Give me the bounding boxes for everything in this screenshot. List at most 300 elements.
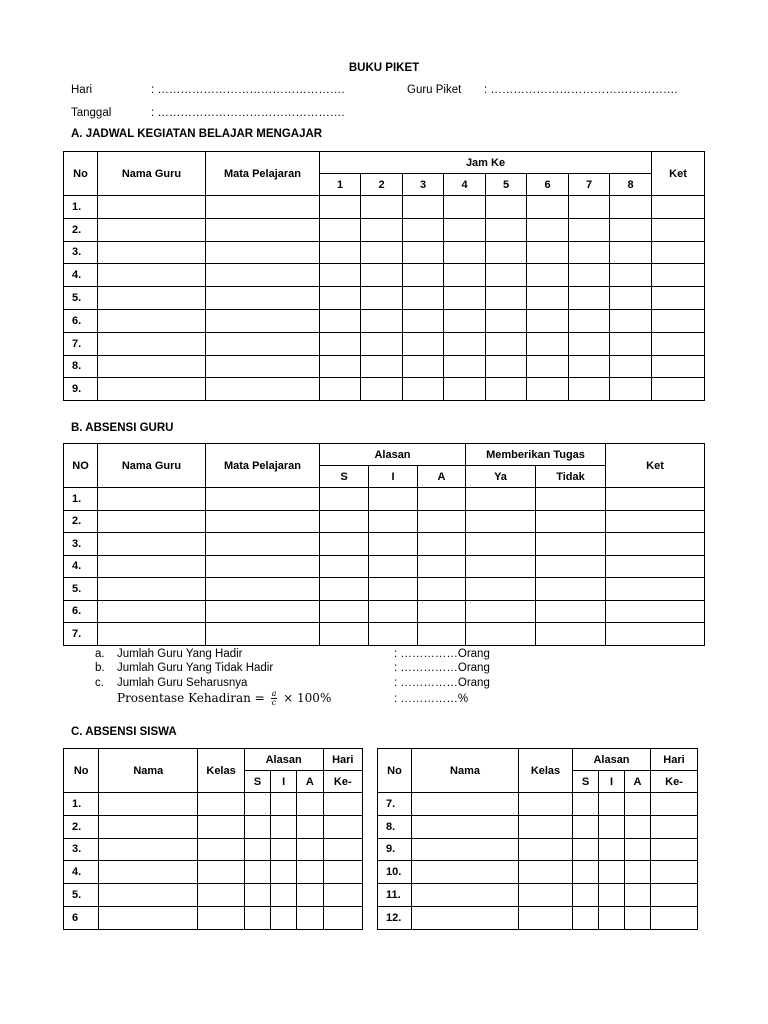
table-cell[interactable] [320,623,369,646]
table-cell[interactable] [244,884,270,907]
row-number: 10. [378,861,412,884]
table-cell[interactable] [320,488,369,511]
table-cell[interactable] [403,218,444,241]
table-cell[interactable] [412,906,519,929]
col-header-ya: Ya [466,466,536,488]
table-cell[interactable] [573,906,599,929]
table-cell[interactable] [610,218,652,241]
section-a-title: A. JADWAL KEGIATAN BELAJAR MENGAJAR [71,128,323,140]
table-cell[interactable] [486,196,527,219]
table-cell[interactable] [569,287,610,310]
table-cell[interactable] [206,555,320,578]
table-cell[interactable] [652,196,705,219]
row-number: 7. [64,332,98,355]
table-cell[interactable] [412,861,519,884]
table-cell[interactable] [651,884,698,907]
table-cell[interactable] [418,600,466,623]
table-cell[interactable] [466,488,536,511]
table-cell[interactable] [403,196,444,219]
table-cell[interactable] [244,906,270,929]
table-cell[interactable] [573,838,599,861]
table-cell[interactable] [361,264,403,287]
table-cell[interactable] [206,264,320,287]
table-cell[interactable] [271,793,297,816]
table-cell[interactable] [98,332,206,355]
table-cell[interactable] [98,355,206,378]
table-cell[interactable] [98,623,206,646]
table-cell[interactable] [610,355,652,378]
table-cell[interactable] [206,533,320,556]
table-cell[interactable] [418,488,466,511]
table-cell[interactable] [323,861,362,884]
table-cell[interactable] [323,906,362,929]
row-number: 2. [64,815,99,838]
table-cell[interactable] [599,884,625,907]
table-cell[interactable] [320,287,361,310]
col-header-alasan: Alasan [573,749,651,771]
table-cell[interactable] [625,861,651,884]
summary-b-letter: b. [95,662,105,674]
table-row [378,861,698,884]
table-cell[interactable] [98,578,206,601]
table-cell[interactable] [198,793,244,816]
table-cell[interactable] [444,196,486,219]
table-cell[interactable] [651,815,698,838]
guru-piket-label: Guru Piket [407,84,462,96]
table-cell[interactable] [320,241,361,264]
table-cell[interactable] [610,309,652,332]
table-cell[interactable] [625,906,651,929]
table-cell[interactable] [536,555,606,578]
row-number: 9. [378,838,412,861]
table-cell[interactable] [418,623,466,646]
absensi-guru-table [63,443,705,646]
table-cell[interactable] [519,884,573,907]
table-cell[interactable] [297,906,323,929]
table-cell[interactable] [486,332,527,355]
table-row [64,241,705,264]
table-cell[interactable] [320,332,361,355]
table-cell[interactable] [610,264,652,287]
table-cell[interactable] [519,861,573,884]
table-cell[interactable] [244,815,270,838]
table-cell[interactable] [361,241,403,264]
table-cell[interactable] [610,332,652,355]
col-header-kelas: Kelas [519,749,573,793]
table-cell[interactable] [527,332,569,355]
row-number: 5. [64,287,98,310]
table-cell[interactable] [610,378,652,401]
row-number: 6 [64,906,99,929]
table-cell[interactable] [99,884,198,907]
table-cell[interactable] [466,555,536,578]
table-cell[interactable] [403,287,444,310]
table-cell[interactable] [606,488,705,511]
table-cell[interactable] [569,218,610,241]
table-cell[interactable] [651,838,698,861]
table-cell[interactable] [536,510,606,533]
table-cell[interactable] [323,884,362,907]
table-cell[interactable] [206,218,320,241]
row-number: 3. [64,838,99,861]
table-cell[interactable] [599,906,625,929]
table-cell[interactable] [573,815,599,838]
jam-ke-6: 6 [527,174,569,196]
table-cell[interactable] [418,555,466,578]
table-row [64,488,705,511]
jadwal-table [63,151,705,401]
table-cell[interactable] [206,309,320,332]
table-cell[interactable] [573,793,599,816]
table-cell[interactable] [99,861,198,884]
table-row [378,906,698,929]
table-cell[interactable] [519,838,573,861]
row-number: 1. [64,793,99,816]
table-cell[interactable] [466,600,536,623]
table-cell[interactable] [403,332,444,355]
table-cell[interactable] [486,264,527,287]
table-cell[interactable] [271,838,297,861]
table-cell[interactable] [206,510,320,533]
table-cell[interactable] [369,578,418,601]
table-cell[interactable] [527,218,569,241]
absensi-siswa-table-left [63,748,363,930]
table-cell[interactable] [573,861,599,884]
table-cell[interactable] [652,332,705,355]
table-row [64,510,705,533]
table-cell[interactable] [361,196,403,219]
table-cell[interactable] [244,838,270,861]
table-cell[interactable] [418,578,466,601]
table-row [64,906,363,929]
table-cell[interactable] [418,510,466,533]
table-cell[interactable] [444,332,486,355]
col-header-kelas: Kelas [198,749,244,793]
table-cell[interactable] [206,196,320,219]
table-cell[interactable] [297,884,323,907]
table-cell[interactable] [412,884,519,907]
table-cell[interactable] [99,793,198,816]
table-cell[interactable] [98,241,206,264]
table-cell[interactable] [569,378,610,401]
col-header-hari: Hari [323,749,362,771]
table-cell[interactable] [418,533,466,556]
table-cell[interactable] [323,815,362,838]
table-cell[interactable] [98,533,206,556]
table-cell[interactable] [206,488,320,511]
formula-prosentase [117,690,331,707]
table-row [378,884,698,907]
col-header-s: S [573,771,599,793]
table-cell[interactable] [369,600,418,623]
table-cell[interactable] [527,355,569,378]
col-header-no: No [64,152,98,196]
table-cell[interactable] [297,861,323,884]
table-cell[interactable] [444,309,486,332]
table-cell[interactable] [625,884,651,907]
summary-c-label: Jumlah Guru Seharusnya [117,677,248,689]
table-cell[interactable] [519,815,573,838]
table-cell[interactable] [610,241,652,264]
col-header-ket: Ket [606,444,705,488]
table-cell[interactable] [244,861,270,884]
table-cell[interactable] [625,815,651,838]
table-cell[interactable] [369,555,418,578]
table-cell[interactable] [606,600,705,623]
jam-ke-2: 2 [361,174,403,196]
row-number: 2. [64,218,98,241]
table-cell[interactable] [320,578,369,601]
table-cell[interactable] [98,488,206,511]
table-row [64,355,705,378]
table-cell[interactable] [369,623,418,646]
table-cell[interactable] [466,578,536,601]
table-row [64,578,705,601]
table-cell[interactable] [527,287,569,310]
table-cell[interactable] [361,378,403,401]
table-cell[interactable] [651,906,698,929]
table-cell[interactable] [466,533,536,556]
table-cell[interactable] [206,332,320,355]
table-row [64,793,363,816]
col-header-mapel: Mata Pelajaran [206,444,320,488]
table-row [64,196,705,219]
table-cell[interactable] [323,793,362,816]
table-cell[interactable] [403,309,444,332]
table-cell[interactable] [599,861,625,884]
table-cell[interactable] [536,600,606,623]
table-cell[interactable] [569,241,610,264]
table-cell[interactable] [412,815,519,838]
table-row [378,815,698,838]
table-cell[interactable] [652,378,705,401]
table-cell[interactable] [271,815,297,838]
table-cell[interactable] [444,355,486,378]
table-cell[interactable] [361,332,403,355]
table-cell[interactable] [403,378,444,401]
table-row [378,793,698,816]
table-cell[interactable] [444,241,486,264]
row-number: 6. [64,600,98,623]
table-cell[interactable] [271,884,297,907]
table-cell[interactable] [536,623,606,646]
table-cell[interactable] [536,578,606,601]
table-cell[interactable] [98,378,206,401]
table-cell[interactable] [486,309,527,332]
table-cell[interactable] [198,815,244,838]
table-cell[interactable] [320,378,361,401]
table-cell[interactable] [486,355,527,378]
table-cell[interactable] [536,533,606,556]
table-cell[interactable] [573,884,599,907]
table-cell[interactable] [320,533,369,556]
table-cell[interactable] [652,218,705,241]
table-cell[interactable] [206,600,320,623]
table-cell[interactable] [98,287,206,310]
table-cell[interactable] [486,241,527,264]
table-cell[interactable] [651,793,698,816]
table-cell[interactable] [444,218,486,241]
row-number: 12. [378,906,412,929]
table-cell[interactable] [297,815,323,838]
table-cell[interactable] [606,578,705,601]
table-cell[interactable] [369,533,418,556]
table-cell[interactable] [444,287,486,310]
table-cell[interactable] [99,906,198,929]
table-cell[interactable] [206,378,320,401]
table-cell[interactable] [651,861,698,884]
table-cell[interactable] [599,838,625,861]
col-header-memberikan-tugas: Memberikan Tugas [466,444,606,466]
table-cell[interactable] [297,838,323,861]
table-cell[interactable] [606,510,705,533]
table-row [64,218,705,241]
table-cell[interactable] [320,196,361,219]
row-number: 8. [378,815,412,838]
table-cell[interactable] [206,578,320,601]
col-header-alasan: Alasan [320,444,466,466]
table-cell[interactable] [297,793,323,816]
table-row [64,861,363,884]
table-cell[interactable] [320,555,369,578]
table-cell[interactable] [519,793,573,816]
formula-eq: = [254,691,265,705]
row-number: 11. [378,884,412,907]
table-cell[interactable] [599,793,625,816]
table-cell[interactable] [320,309,361,332]
table-cell[interactable] [361,287,403,310]
table-cell[interactable] [98,218,206,241]
table-cell[interactable] [599,815,625,838]
table-cell[interactable] [320,600,369,623]
table-cell[interactable] [323,838,362,861]
table-cell[interactable] [403,264,444,287]
table-cell[interactable] [98,600,206,623]
row-number: 4. [64,555,98,578]
table-cell[interactable] [527,378,569,401]
table-cell[interactable] [198,906,244,929]
table-cell[interactable] [606,623,705,646]
table-cell[interactable] [98,510,206,533]
table-cell[interactable] [206,241,320,264]
table-cell[interactable] [244,793,270,816]
table-cell[interactable] [652,287,705,310]
table-cell[interactable] [361,218,403,241]
table-cell[interactable] [369,488,418,511]
table-cell[interactable] [271,861,297,884]
table-cell[interactable] [320,355,361,378]
table-cell[interactable] [652,309,705,332]
table-cell[interactable] [466,510,536,533]
table-cell[interactable] [369,510,418,533]
col-header-a: A [625,771,651,793]
table-cell[interactable] [625,838,651,861]
table-cell[interactable] [527,196,569,219]
table-row [64,884,363,907]
table-cell[interactable] [206,287,320,310]
table-cell[interactable] [99,838,198,861]
table-cell[interactable] [198,838,244,861]
row-number: 7. [378,793,412,816]
table-cell[interactable] [606,533,705,556]
col-header-a: A [418,466,466,488]
table-cell[interactable] [98,264,206,287]
table-cell[interactable] [652,355,705,378]
table-cell[interactable] [527,264,569,287]
row-number: 2. [64,510,98,533]
table-cell[interactable] [486,378,527,401]
col-header-ke: Ke- [651,771,698,793]
table-cell[interactable] [527,309,569,332]
table-cell[interactable] [403,241,444,264]
table-cell[interactable] [569,196,610,219]
table-cell[interactable] [569,355,610,378]
table-cell[interactable] [320,264,361,287]
table-cell[interactable] [527,241,569,264]
table-cell[interactable] [610,196,652,219]
tanggal-label: Tanggal [71,107,112,119]
hari-label: Hari [71,84,93,96]
table-cell[interactable] [569,309,610,332]
table-cell[interactable] [98,555,206,578]
table-cell[interactable] [519,906,573,929]
table-cell[interactable] [444,264,486,287]
table-cell[interactable] [569,332,610,355]
table-cell[interactable] [536,488,606,511]
col-header-nama: Nama [412,749,519,793]
summary-b-value: : ……………Orang [394,662,490,674]
table-cell[interactable] [412,838,519,861]
jam-ke-7: 7 [569,174,610,196]
table-cell[interactable] [403,355,444,378]
row-number: 7. [64,623,98,646]
table-row [64,623,705,646]
table-cell[interactable] [466,623,536,646]
table-row [64,815,363,838]
table-cell[interactable] [610,287,652,310]
table-cell[interactable] [486,287,527,310]
table-cell[interactable] [486,218,527,241]
col-header-hari: Hari [651,749,698,771]
table-cell[interactable] [444,378,486,401]
table-cell[interactable] [98,309,206,332]
table-cell[interactable] [198,861,244,884]
table-cell[interactable] [625,793,651,816]
table-cell[interactable] [320,510,369,533]
table-cell[interactable] [361,309,403,332]
formula-value: : ……………% [394,693,469,705]
row-number: 8. [64,355,98,378]
col-header-nama-guru: Nama Guru [98,152,206,196]
table-cell[interactable] [271,906,297,929]
col-header-alasan: Alasan [244,749,323,771]
table-cell[interactable] [606,555,705,578]
table-cell[interactable] [206,355,320,378]
table-cell[interactable] [206,623,320,646]
table-cell[interactable] [98,196,206,219]
table-cell[interactable] [99,815,198,838]
table-cell[interactable] [198,884,244,907]
table-cell[interactable] [320,218,361,241]
table-cell[interactable] [569,264,610,287]
table-cell[interactable] [652,241,705,264]
col-header-nama-guru: Nama Guru [98,444,206,488]
row-number: 1. [64,196,98,219]
table-cell[interactable] [412,793,519,816]
table-cell[interactable] [361,355,403,378]
hari-value: : …………………………………………. [151,84,345,96]
table-cell[interactable] [652,264,705,287]
